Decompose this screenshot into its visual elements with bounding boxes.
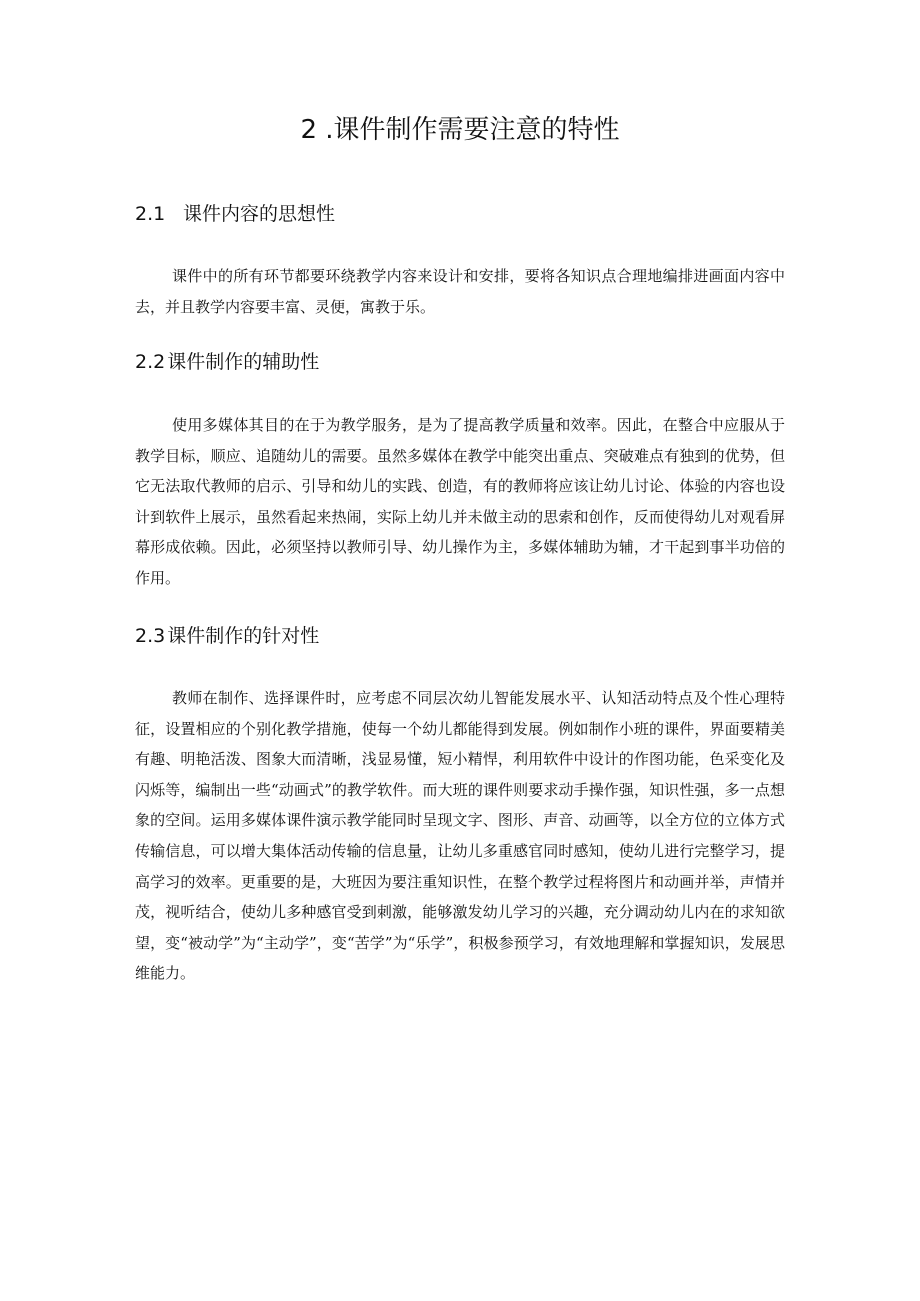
section-heading-2-3 [135,622,319,650]
page-title: 2 .课件制作需要注意的特性 [300,115,620,145]
section-heading-text: 课件制作的针对性 [167,625,320,647]
section-paragraph-2-1: 课件中的所有环节都要环绕教学内容来设计和安排，要将各知识点合理地编排进画面内容中去，并且教学内容要丰富、灵便，寓教于乐。 [135,267,785,316]
section-heading-2-2 [135,348,319,376]
section-paragraph-2-3: 教师在制作、选择课件时，应考虑不同层次幼儿智能发展水平、认知活动特点及个性心理特征，设置相应的个别化教学措施，使每一个幼儿都能得到发展。例如制作小班的课件，界面要精美有趣、明艳活泼、图象大而清晰，浅显易懂，短小精悍，利用软件中设计的作图功能，色采变化及闪烁等，编制出一些“动画式”的教学软件。而大班的课件则要求动手操作强，知识性强，多一点想象的空间。运用多媒体课件演示教学能同时呈现文字、图形、声音、动画等，以全方位的立体方式传输信息，可以增大集体活动传输的信息量，让幼儿多重感官同时感知，使幼儿进行完整学习，提高学习的效率。更重要的是，大班因为要注重知识性，在整个教学过程将图片和动画并举，声情并茂，视听结合，使幼儿多种感官受到刺激，能够激发幼儿学习的兴趣，充分调动幼儿内在的求知欲望，变“被动学”为“主动学”，变“苦学”为“乐学”，积极参预学习，有效地理解和掌握知识，发展思维能力。 [135,689,785,983]
section-heading-2-1 [135,200,335,228]
section-number: 2.2 [135,351,166,373]
section-heading-text: 课件内容的思想性 [183,203,336,225]
section-heading-text: 课件制作的辅助性 [167,351,320,373]
section-number: 2.1 [135,203,166,225]
section-paragraph-2-2: 使用多媒体其目的在于为教学服务，是为了提高教学质量和效率。因此，在整合中应服从于教学目标，顺应、追随幼儿的需要。虽然多媒体在教学中能突出重点、突破难点有独到的优势，但它无法取代教师的启示、引导和幼儿的实践、创造，有的教师将应该让幼儿讨论、体验的内容也设计到软件上展示，虽然看起来热闹，实际上幼儿并未做主动的思索和创作，反而使得幼儿对观看屏幕形成依赖。因此，必须坚持以教师引导、幼儿操作为主，多媒体辅助为辅，才干起到事半功倍的作用。 [135,416,785,587]
section-number: 2.3 [135,625,166,647]
